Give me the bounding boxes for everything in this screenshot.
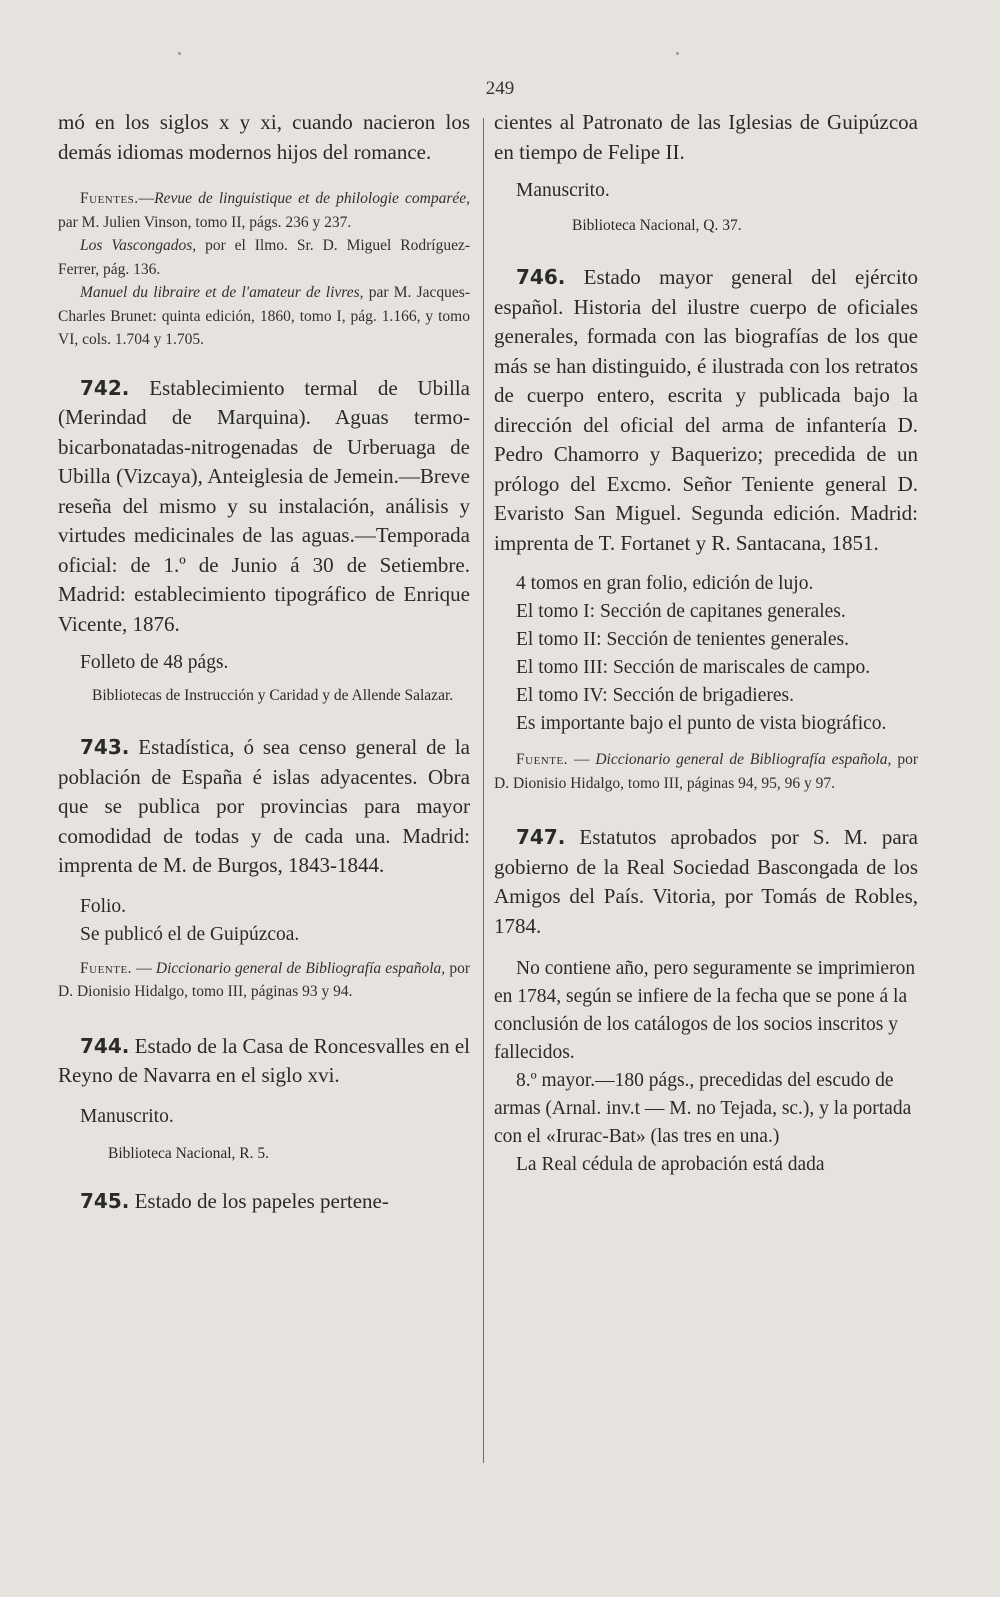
speck-mark <box>178 52 181 55</box>
entry-description: Estado de los papeles pertene- <box>129 1188 389 1213</box>
source-title: Diccionario general de Bibliografía española, <box>155 959 446 977</box>
source-detail: por D. Dionisio Hidalgo, tomo III, páginas 94, 95, 96 y 97. <box>494 751 918 792</box>
entry-format: Folio. <box>80 895 127 917</box>
entry-number: 743. <box>80 735 130 759</box>
sources-block <box>58 187 470 352</box>
intro-paragraph: mó en los siglos x y xi, cuando nacieron los demás idiomas modernos hijos del romance. <box>58 110 470 164</box>
entry-notes <box>494 955 918 1179</box>
entry-746 <box>494 263 918 795</box>
entry-location: Biblioteca Nacional, Q. 37. <box>572 217 742 234</box>
entry-number: 745. <box>80 1188 130 1213</box>
entry-745-continuation: cientes al Patronato de las Iglesias de Guipúzcoa en tiempo de Felipe II. <box>494 110 918 164</box>
entry-number: 746. <box>516 265 566 289</box>
entry-description: Establecimiento termal de Ubilla (Merindad de Marquina). Aguas termo-bicarbonatadas-nitrogenadas de Urberuaga de Ubilla (Vizcaya), Anteiglesia de Jemein.—Breve reseña del mismo y su instalación, análisis y virtudes medicinales de las aguas.—Temporada oficial: de 1.º de Junio á 30 de Setiembre. Madrid: establecimiento tipográfico de Enrique Vicente, 1876. <box>58 375 470 636</box>
entry-format: Manuscrito. <box>516 180 610 201</box>
entry-note: 4 tomos en gran folio, edición de lujo. <box>516 573 814 594</box>
source-detail: par M. Jacques-Charles Brunet: quinta edición, 1860, tomo I, pág. 1.166, y tomo VI, cols. 1.704 y 1.705. <box>58 284 470 348</box>
source-title: Diccionario general de Bibliografía española, <box>595 751 892 768</box>
source-label: Fuente. <box>516 751 569 768</box>
entry-note: 8.º mayor.—180 págs., precedidas del escudo de armas (Arnal. inv.t — M. no Tejada, sc.), y la portada con el «Irurac-Bat» (las tres en una.) <box>494 1070 912 1147</box>
entry-745 <box>58 1187 470 1217</box>
entry-description: Estado mayor general del ejército español. Historia del ilustre cuerpo de oficiales generales, formada con las biografías de los que más se han distinguido, é ilustrada con los retratos de cuerpo entero, escrita y publicada bajo la dirección del oficial del arma de infantería D. Pedro Chamorro y Baquerizo; precedida de un prólogo del Excmo. Señor Teniente general D. Evaristo San Miguel. Segunda edición. Madrid: imprenta de T. Fortanet y R. Santacana, 1851. <box>494 265 918 555</box>
source-entry <box>58 234 470 281</box>
entry-note: La Real cédula de aprobación está dada <box>516 1154 825 1175</box>
entry-text <box>494 263 918 558</box>
source-title: Revue de linguistique et de philologie comparée, <box>154 190 470 207</box>
entry-text <box>58 374 470 640</box>
entry-format: Manuscrito. <box>80 1105 174 1127</box>
source-title: Manuel du libraire et de l'amateur de livres, <box>80 284 364 301</box>
speck-mark <box>676 52 679 55</box>
entry-note: El tomo III: Sección de mariscales de campo. <box>516 657 871 678</box>
source-detail: par M. Julien Vinson, tomo II, págs. 236 y 237. <box>58 213 352 231</box>
source-detail: por D. Dionisio Hidalgo, tomo III, páginas 93 y 94. <box>58 959 470 1000</box>
page-number: 249 <box>485 78 515 99</box>
entry-source: Fuente. — Diccionario general de Bibliografía española, por D. Dionisio Hidalgo, tomo III, páginas 94, 95, 96 y 97. <box>494 751 918 792</box>
column-divider <box>483 118 484 1463</box>
entry-number: 742. <box>80 375 130 400</box>
source-label: Fuente. <box>80 959 133 977</box>
entry-note: No contiene año, pero seguramente se imprimieron en 1784, según se infiere de la fecha que se pone á la conclusión de los catálogos de los socios inscritos y fallecidos. <box>494 958 916 1063</box>
sources-label: Fuentes. <box>80 190 139 207</box>
entry-number: 747. <box>516 825 566 849</box>
entry-note: Se publicó el de Guipúzcoa. <box>80 923 300 945</box>
entry-742 <box>58 374 470 708</box>
entry-number: 744. <box>80 1033 130 1058</box>
entry-text <box>58 1187 470 1217</box>
entry-743 <box>58 733 470 1004</box>
entry-text <box>58 1032 470 1091</box>
entry-description: Estadística, ó sea censo general de la población de España é islas adyacentes. Obra que se publica por provincias para mayor comodidad de todas y de cada una. Madrid: imprenta de M. de Burgos, 1843-1844. <box>58 735 470 877</box>
entry-location: Bibliotecas de Instrucción y Caridad y de Allende Salazar. <box>92 687 454 704</box>
entry-description: Estado de la Casa de Roncesvalles en el Reyno de Navarra en el siglo xvi. <box>58 1033 470 1087</box>
entry-note: El tomo II: Sección de tenientes generales. <box>516 629 850 650</box>
entry-notes <box>494 570 918 738</box>
entry-note: El tomo I: Sección de capitanes generales. <box>516 601 846 622</box>
entry-format: Folleto de 48 págs. <box>80 652 229 673</box>
left-column <box>58 108 470 1216</box>
entry-note: Es importante bajo el punto de vista biográfico. <box>516 713 887 734</box>
entry-description: Estatutos aprobados por S. M. para gobierno de la Real Sociedad Bascongada de los Amigos del País. Vitoria, por Tomás de Robles, 1784. <box>494 825 918 938</box>
entry-747 <box>494 823 918 1179</box>
source-entry <box>58 281 470 352</box>
entry-location: Biblioteca Nacional, R. 5. <box>108 1144 269 1162</box>
entry-source: Fuente. — Diccionario general de Bibliografía española, por D. Dionisio Hidalgo, tomo III, páginas 93 y 94. <box>58 959 470 1000</box>
entry-text <box>58 733 470 881</box>
entry-744 <box>58 1032 470 1165</box>
right-column <box>494 108 918 1179</box>
entry-text <box>494 823 918 941</box>
entry-note: El tomo IV: Sección de brigadieres. <box>516 685 794 706</box>
source-title: Los Vascongados, <box>80 237 197 254</box>
source-entry: Fuentes.—Revue de linguistique et de philologie comparée, par M. Julien Vinson, tomo II, págs. 236 y 237. <box>58 190 470 231</box>
source-detail: por el Ilmo. Sr. D. Miguel Rodríguez-Ferrer, pág. 136. <box>58 237 470 278</box>
